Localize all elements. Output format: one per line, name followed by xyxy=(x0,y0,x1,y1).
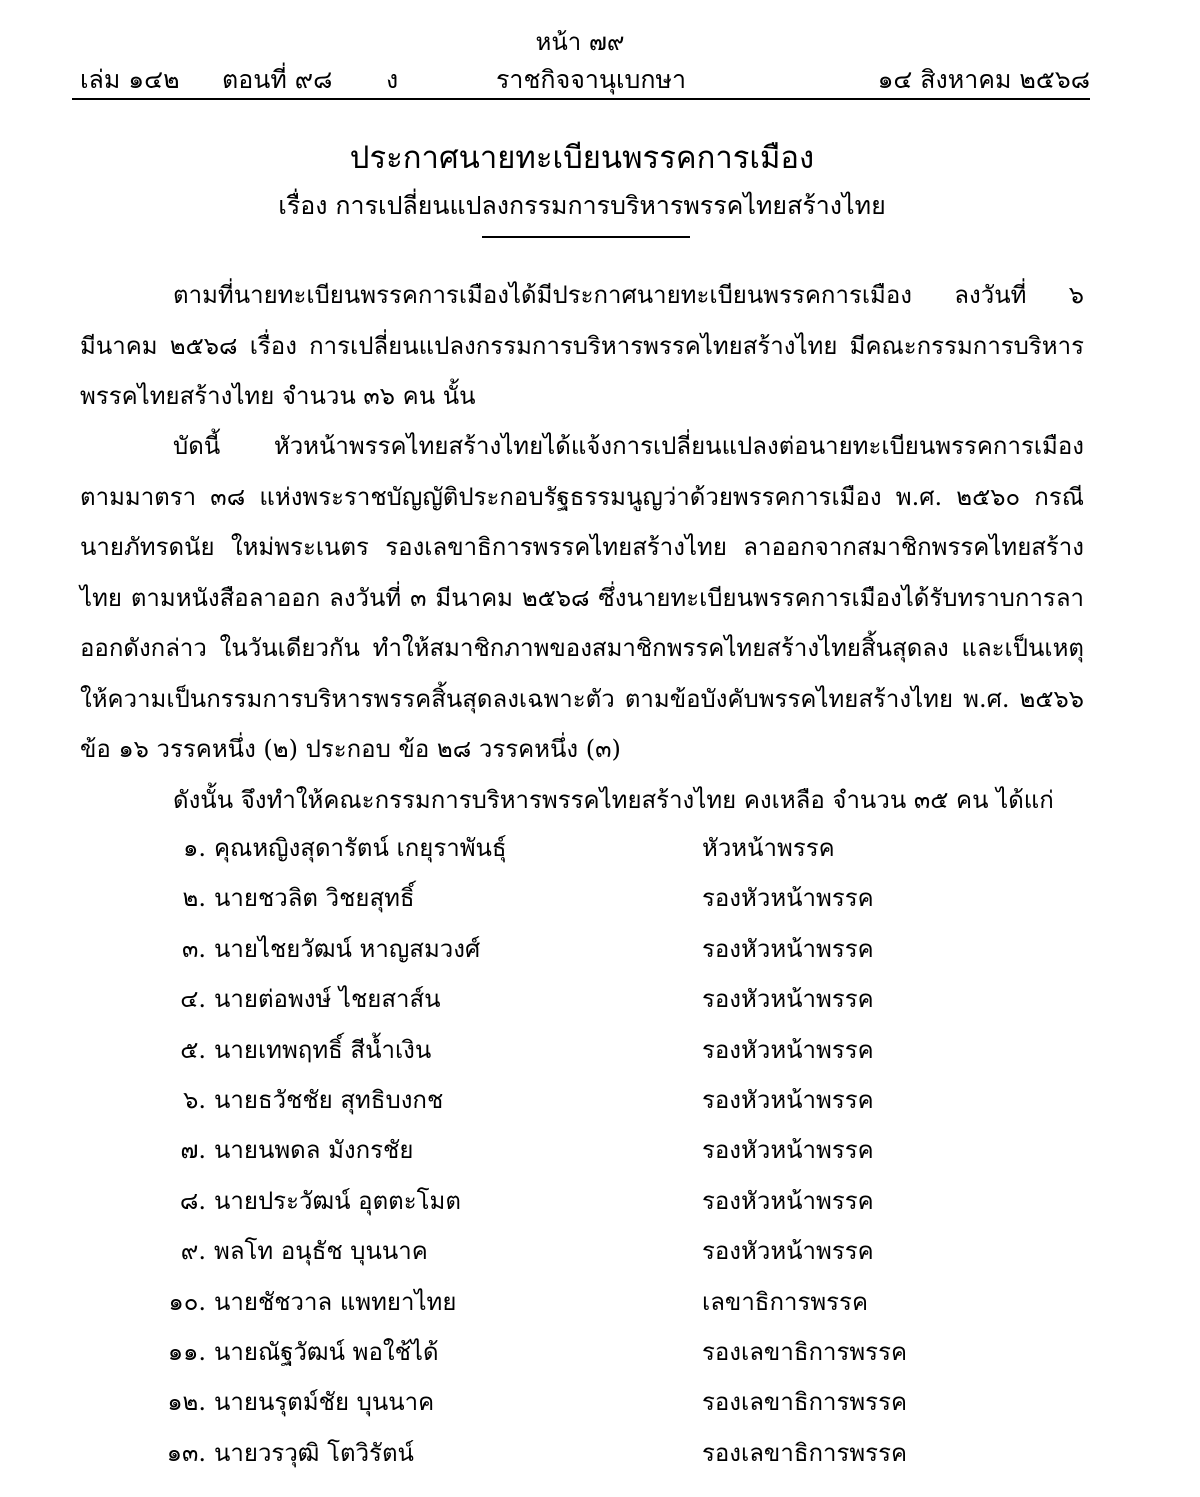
member-row xyxy=(0,1080,1200,1130)
member-row xyxy=(0,878,1200,928)
member-name: นายไชยวัฒน์ หาญสมวงศ์ xyxy=(214,934,481,963)
member-name: นายนรุตม์ชัย บุนนาค xyxy=(214,1388,435,1417)
member-number: ๑๑. xyxy=(167,1338,206,1366)
title-divider xyxy=(482,236,690,238)
section-letter: ง xyxy=(386,65,399,94)
member-name: นายชวลิต วิชยสุทธิ์ xyxy=(214,884,415,913)
member-name: นายต่อพงษ์ ไชยสาส์น xyxy=(214,985,441,1014)
member-number: ๓. xyxy=(181,934,206,963)
member-row xyxy=(0,1231,1200,1281)
member-number: ๑. xyxy=(183,834,206,862)
member-row xyxy=(0,828,1200,878)
member-role: รองหัวหน้าพรรค xyxy=(702,934,874,963)
member-name: คุณหญิงสุดารัตน์ เกยุราพันธุ์ xyxy=(214,834,507,862)
publication-date: ๑๔ สิงหาคม ๒๕๖๘ xyxy=(877,65,1090,94)
member-row xyxy=(0,1382,1200,1432)
member-name: นายประวัฒน์ อุตตะโมต xyxy=(214,1186,461,1215)
member-name: นายธวัชชัย สุทธิบงกช xyxy=(214,1086,444,1114)
member-role: รองหัวหน้าพรรค xyxy=(702,1237,874,1266)
volume-number: เล่ม ๑๔๒ xyxy=(80,65,180,94)
member-name: นายเทพฤทธิ์ สีน้ำเงิน xyxy=(214,1035,432,1064)
member-role: รองหัวหน้าพรรค xyxy=(702,1035,874,1064)
member-row xyxy=(0,1130,1200,1180)
member-row xyxy=(0,1433,1200,1483)
publication-name: ราชกิจจานุเบกษา xyxy=(496,65,687,94)
paragraph-remaining-committee: ดังนั้น จึงทำให้คณะกรรมการบริหารพรรคไทยสร้างไทย คงเหลือ จำนวน ๓๕ คน ได้แก่ xyxy=(173,786,1054,814)
member-number: ๒. xyxy=(182,884,206,913)
member-role: รองหัวหน้าพรรค xyxy=(702,1186,874,1215)
member-role: รองหัวหน้าพรรค xyxy=(702,985,874,1014)
member-number: ๙. xyxy=(180,1237,206,1266)
member-role: รองหัวหน้าพรรค xyxy=(702,1086,874,1114)
announcement-title: ประกาศนายทะเบียนพรรคการเมือง xyxy=(349,140,815,176)
member-name: นายชัชวาล แพทยาไทย xyxy=(214,1287,457,1316)
member-role: รองเลขาธิการพรรค xyxy=(702,1338,908,1366)
header-divider xyxy=(72,98,1090,100)
member-number: ๗. xyxy=(180,1136,206,1165)
member-name: นายวรวุฒิ โตวิรัตน์ xyxy=(214,1438,414,1467)
member-name: พลโท อนุธัช บุนนาค xyxy=(214,1237,428,1266)
member-number: ๑๐. xyxy=(168,1287,206,1316)
member-number: ๑๒. xyxy=(167,1388,206,1417)
member-number: ๖. xyxy=(183,1086,206,1114)
member-row xyxy=(0,929,1200,979)
member-number: ๔. xyxy=(180,985,206,1014)
member-role: หัวหน้าพรรค xyxy=(702,834,835,862)
member-role: เลขาธิการพรรค xyxy=(702,1287,868,1316)
member-role: รองเลขาธิการพรรค xyxy=(702,1438,908,1467)
paragraph-background: ตามที่นายทะเบียนพรรคการเมืองได้มีประกาศนายทะเบียนพรรคการเมือง ลงวันที่ ๖ มีนาคม ๒๕๖๘ เรื่อง การเปลี่ยนแปลงกรรมการบริหารพรรคไทยสร้างไทย มีคณะกรรมการบริหารพรรคไทยสร้างไทย จำนวน ๓๖ คน นั้น xyxy=(80,281,1084,410)
member-role: รองเลขาธิการพรรค xyxy=(702,1388,908,1417)
member-row xyxy=(0,1282,1200,1332)
paragraph-resignation: บัดนี้ หัวหน้าพรรคไทยสร้างไทยได้แจ้งการเปลี่ยนแปลงต่อนายทะเบียนพรรคการเมือง ตามมาตรา ๓๘ แห่งพระราชบัญญัติประกอบรัฐธรรมนูญว่าด้วยพรรคการเมือง พ.ศ. ๒๕๖๐ กรณี นายภัทรดนัย ใหม่พระเนตร รองเลขาธิการพรรคไทยสร้างไทย ลาออกจากสมาชิกพรรคไทยสร้างไทย ตามหนังสือลาออก ลงวันที่ ๓ มีนาคม ๒๕๖๘ ซึ่งนายทะเบียนพรรคการเมืองได้รับทราบการลาออกดังกล่าว ในวันเดียวกัน ทำให้สมาชิกภาพของสมาชิกพรรคไทยสร้างไทยสิ้นสุดลง และเป็นเหตุให้ความเป็นกรรมการบริหารพรรคสิ้นสุดลงเฉพาะตัว ตามข้อบังคับพรรคไทยสร้างไทย พ.ศ. ๒๕๖๖ ข้อ ๑๖ วรรคหนึ่ง (๒) ประกอบ ข้อ ๒๘ วรรคหนึ่ง (๓) xyxy=(80,432,1084,763)
page-number: หน้า ๗๙ xyxy=(535,28,625,56)
member-number: ๑๓. xyxy=(166,1438,206,1467)
member-role: รองหัวหน้าพรรค xyxy=(702,1136,874,1165)
member-name: นายณัฐวัฒน์ พอใช้ได้ xyxy=(214,1338,439,1366)
member-row xyxy=(0,1030,1200,1080)
issue-number: ตอนที่ ๙๘ xyxy=(222,65,333,94)
announcement-subject: เรื่อง การเปลี่ยนแปลงกรรมการบริหารพรรคไทยสร้างไทย xyxy=(278,191,886,220)
member-row xyxy=(0,979,1200,1029)
member-row xyxy=(0,1332,1200,1382)
member-name: นายนพดล มังกรชัย xyxy=(214,1136,414,1165)
member-row xyxy=(0,1181,1200,1231)
member-role: รองหัวหน้าพรรค xyxy=(702,884,874,913)
member-number: ๕. xyxy=(180,1035,206,1064)
member-number: ๘. xyxy=(179,1186,206,1215)
